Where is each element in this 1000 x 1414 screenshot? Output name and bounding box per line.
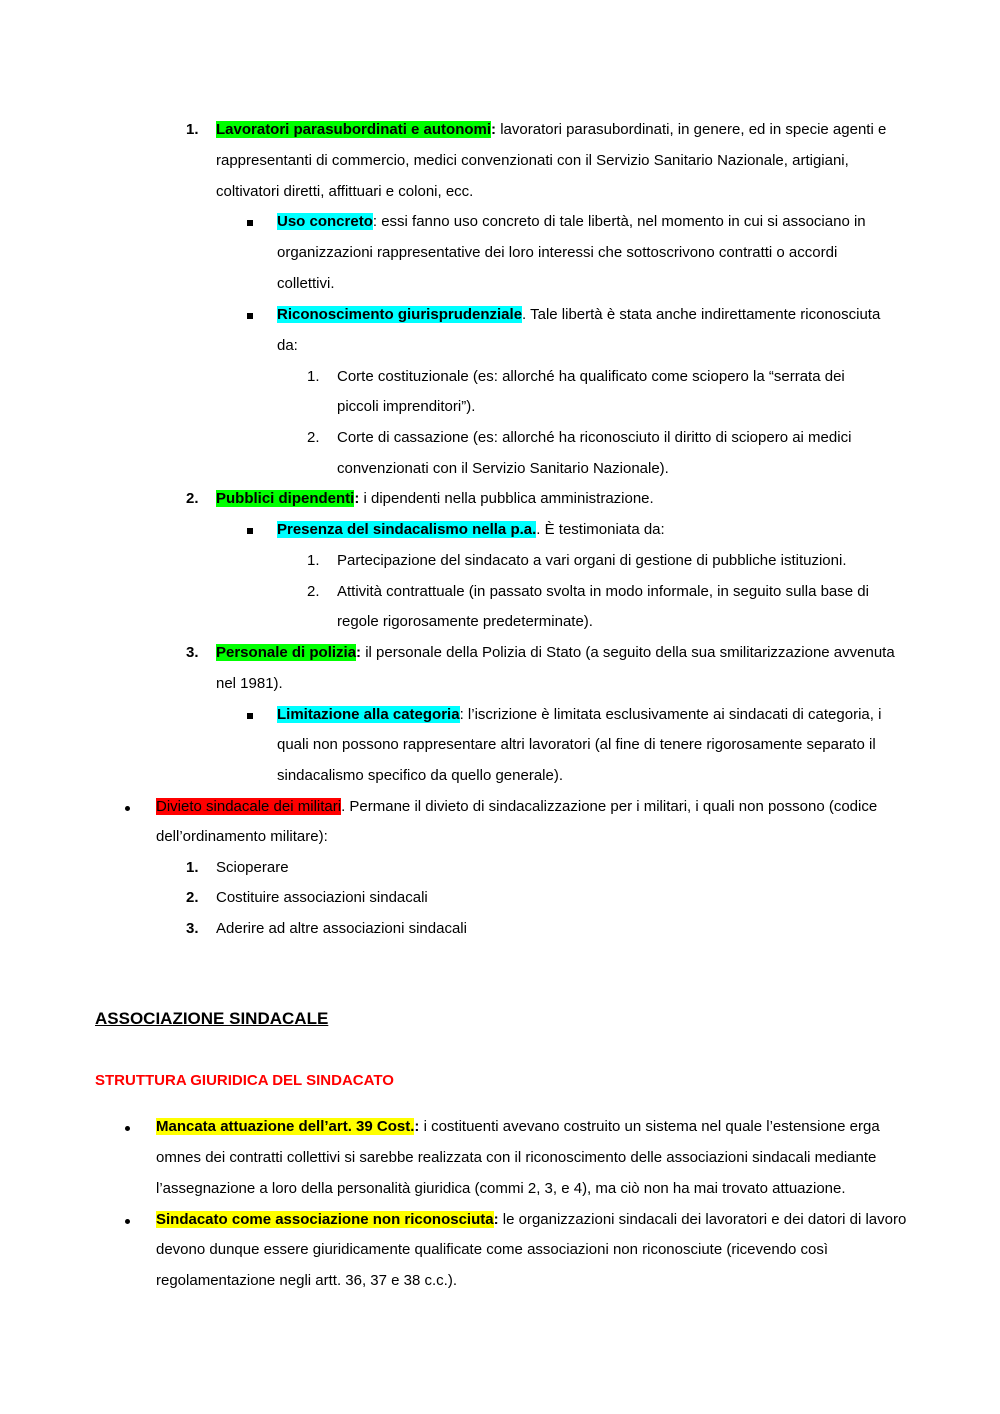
list-item-sindacato-non-riconosciuto	[156, 1210, 906, 1230]
highlight-term: Personale di polizia	[216, 644, 357, 661]
list-number: 2.	[307, 429, 320, 446]
list-number: 2.	[307, 583, 320, 600]
highlight-term: Presenza del sindacalismo nella p.a.	[277, 521, 537, 538]
highlight-term: Lavoratori parasubordinati e autonomi	[216, 121, 492, 138]
square-bullet-icon	[247, 705, 253, 725]
text-line: omnes dei contratti collettivi si sarebbe realizzata con il riconoscimento delle associazioni sindacali mediante	[156, 1149, 877, 1166]
separator: :	[491, 121, 497, 138]
highlight-term: Limitazione alla categoria	[277, 706, 460, 723]
text-line: : l’iscrizione è limitata esclusivamente ai sindacati di categoria, i	[459, 706, 882, 723]
text-line: quali non possono rappresentare altri lavoratori (al fine di tenere rigorosamente separato il	[277, 736, 876, 753]
text-line: convenzionati con il Servizio Sanitario Nazionale).	[337, 460, 669, 477]
sub-item-uso-concreto	[277, 212, 866, 232]
text-line: nel 1981).	[216, 675, 283, 692]
separator: :	[414, 1118, 420, 1135]
highlight-term: Uso concreto	[277, 213, 373, 230]
text-line: rappresentanti di commercio, medici convenzionati con il Servizio Sanitario Nazionale, artigiani,	[216, 152, 849, 169]
text-line: il personale della Polizia di Stato (a seguito della sua smilitarizzazione avvenuta	[361, 644, 895, 661]
list-item: Corte costituzionale (es: allorché ha qualificato come sciopero la “serrata dei	[337, 368, 845, 385]
square-bullet-icon	[247, 212, 253, 232]
text-line: le organizzazioni sindacali dei lavoratori e dei datori di lavoro	[498, 1211, 907, 1228]
bullet-dot-icon	[125, 797, 130, 817]
square-bullet-icon	[247, 520, 253, 540]
text-line: piccoli imprenditori”).	[337, 398, 476, 415]
subsection-heading: STRUTTURA GIURIDICA DEL SINDACATO	[95, 1072, 394, 1089]
text-line: collettivi.	[277, 275, 335, 292]
list-number: 1.	[186, 121, 199, 138]
separator: :	[493, 1211, 499, 1228]
text-line: l’assegnazione a loro della personalità giuridica (commi 2, 3, e 4), ma ciò non ha mai trovato attuazione.	[156, 1180, 846, 1197]
list-item-polizia	[216, 643, 895, 663]
list-item: Aderire ad altre associazioni sindacali	[216, 920, 467, 937]
text-line: dell’ordinamento militare):	[156, 828, 328, 845]
text-line: devono dunque essere giuridicamente qualificate come associazioni non riconosciute (ricevendo così	[156, 1241, 829, 1258]
list-number: 3.	[186, 644, 199, 661]
text-line: organizzazioni rappresentative dei loro interessi che sottoscrivono contratti o accordi	[277, 244, 838, 261]
bullet-dot-icon	[125, 1117, 130, 1137]
text-line: i dipendenti nella pubblica amministrazione.	[359, 490, 654, 507]
text-line: . Permane il divieto di sindacalizzazione per i militari, i quali non possono (codice	[341, 798, 878, 815]
text-line: sindacalismo specifico da quello generale).	[277, 767, 563, 784]
list-number: 2.	[186, 889, 199, 906]
list-item: Partecipazione del sindacato a vari organi di gestione di pubbliche istituzioni.	[337, 552, 847, 569]
bullet-dot-icon	[125, 1210, 130, 1230]
text-line: . È testimoniata da:	[536, 521, 665, 538]
list-number: 1.	[307, 368, 320, 385]
sub-item-presenza	[277, 520, 665, 540]
list-item-divieto	[156, 797, 877, 817]
text-line: lavoratori parasubordinati, in genere, ed in specie agenti e	[496, 121, 887, 138]
list-number: 1.	[307, 552, 320, 569]
text-line: i costituenti avevano costruito un sistema nel quale l’estensione erga	[419, 1118, 880, 1135]
list-item: Corte di cassazione (es: allorché ha riconosciuto il diritto di sciopero ai medici	[337, 429, 852, 446]
sub-item-limitazione	[277, 705, 881, 725]
text-line: regole rigorosamente predeterminate).	[337, 613, 593, 630]
list-item: Costituire associazioni sindacali	[216, 889, 428, 906]
highlight-term: Riconoscimento giurisprudenziale	[277, 306, 523, 323]
text-line: . Tale libertà è stata anche indirettamente riconosciuta	[522, 306, 881, 323]
list-item: Attività contrattuale (in passato svolta in modo informale, in seguito sulla base di	[337, 583, 869, 600]
text-line: coltivatori diretti, affittuari e coloni, ecc.	[216, 183, 474, 200]
highlight-term: Divieto sindacale dei militari	[156, 798, 342, 815]
separator: :	[354, 490, 360, 507]
section-heading: ASSOCIAZIONE SINDACALE	[95, 1009, 329, 1028]
square-bullet-icon	[247, 305, 253, 325]
list-item-lavoratori	[216, 120, 886, 140]
list-item-pubblici-dipendenti	[216, 489, 654, 509]
highlight-term: Sindacato come associazione non riconosciuta	[156, 1211, 494, 1228]
highlight-term: Mancata attuazione dell’art. 39 Cost.	[156, 1118, 415, 1135]
text-line: da:	[277, 337, 298, 354]
text-line: : essi fanno uso concreto di tale libertà, nel momento in cui si associano in	[372, 213, 866, 230]
list-number: 1.	[186, 859, 199, 876]
sub-item-riconoscimento	[277, 305, 880, 325]
highlight-term: Pubblici dipendenti	[216, 490, 355, 507]
list-number: 2.	[186, 490, 199, 507]
list-item-mancata-attuazione	[156, 1117, 880, 1137]
text-line: regolamentazione negli artt. 36, 37 e 38 c.c.).	[156, 1272, 458, 1289]
list-item: Scioperare	[216, 859, 289, 876]
separator: :	[356, 644, 362, 661]
list-number: 3.	[186, 920, 199, 937]
